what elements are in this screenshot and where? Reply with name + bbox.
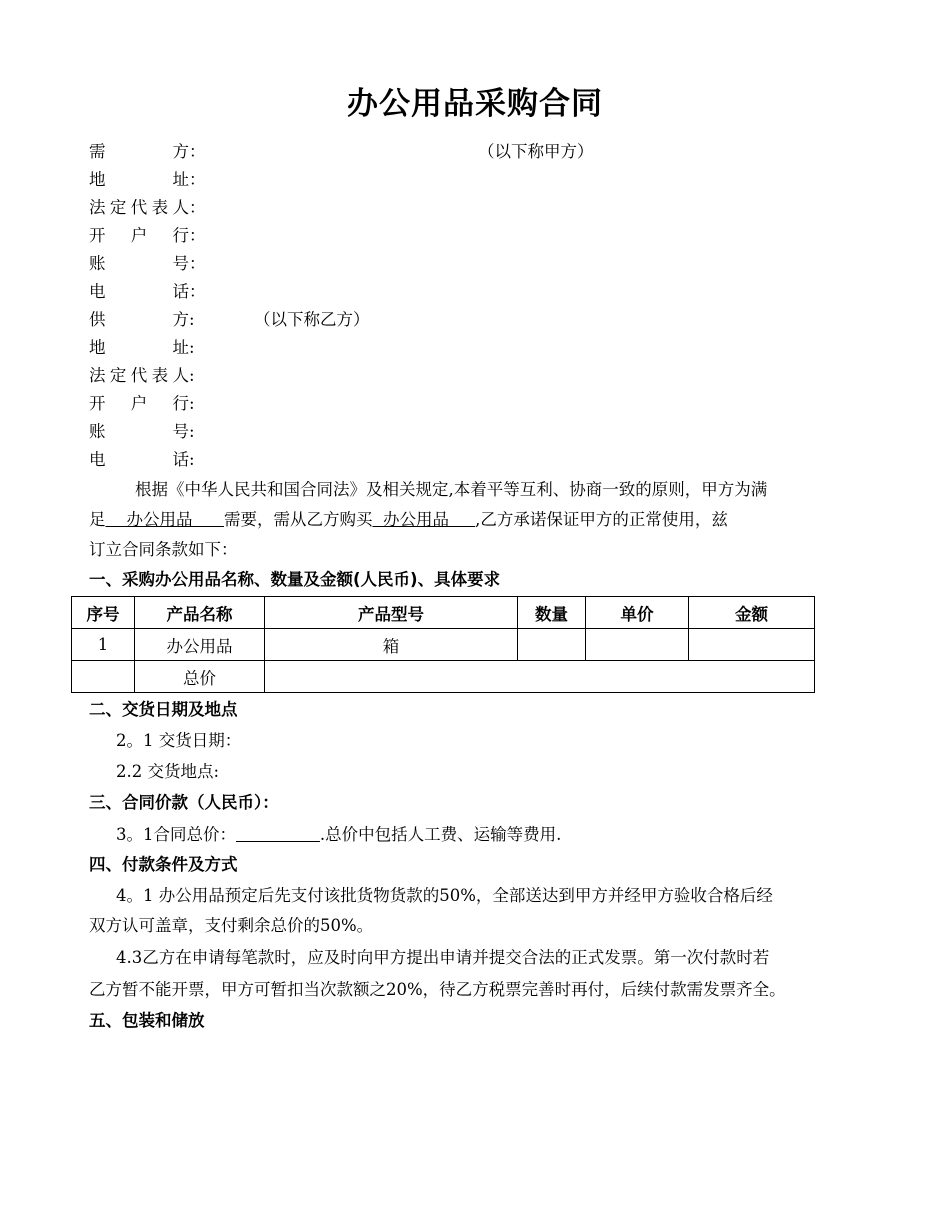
seller-bank-label: 开户行 [89,394,189,413]
payment-clause-1b: 双方认可盖章，支付剩余总价的50%。 [89,916,374,935]
seller-alias: （以下称乙方） [254,310,370,329]
total-price-label: 3。1合同总价： [116,825,236,844]
intro-text-c: ,乙方承诺保证甲方的正常使用，兹 [475,510,728,529]
buyer-bank-label: 开户行 [89,226,189,245]
col-header-qty: 数量 [518,597,586,629]
section-5-heading: 五、包装和储放 [89,1011,205,1030]
table-row [72,629,815,661]
cell-name: 办公用品 [135,629,265,661]
delivery-date-label: 2。1 交货日期： [116,731,242,750]
total-price-note: .总价中包括人工费、运输等费用. [319,825,562,844]
total-price-fill [236,825,320,844]
buyer-address-label: 地址 [89,170,189,189]
seller-phone-label: 电话 [89,450,189,469]
payment-clause-2b: 乙方暂不能开票，甲方可暂扣当次款额之20%，待乙方税票完善时再付，后续付款需发票齐全。 [89,980,786,999]
cell-total-value [265,661,815,693]
buyer-rep-label: 法定代表人 [89,198,189,217]
payment-clause-1a: 4。1 办公用品预定后先支付该批货物货款的50%，全部送达到甲方并经甲方验收合格后经 [116,886,773,905]
buyer-account-row: 账号： [89,250,206,278]
cell-price [586,629,689,661]
col-header-no: 序号 [72,597,135,629]
intro-line-1: 根据《中华人民共和国合同法》及相关规定,本着平等互利、协商一致的原则，甲方为满 [135,480,768,499]
buyer-address-row: 地址： [89,166,206,194]
cell-model: 箱 [265,629,518,661]
seller-rep-row: 法定代表人: [89,362,195,390]
section-3-heading: 三、合同价款（人民币）： [89,793,279,812]
buyer-account-label: 账号 [89,254,189,273]
buyer-bank-row: 开户行： [89,222,206,250]
cell-qty [518,629,586,661]
buyer-phone-label: 电话 [89,282,189,301]
cell-total-blank [72,661,135,693]
col-header-model: 产品型号 [265,597,518,629]
seller-name-row: 供方: [89,306,195,334]
seller-rep-label: 法定代表人 [89,366,189,385]
seller-account-label: 账号 [89,422,189,441]
col-header-amount: 金额 [689,597,815,629]
delivery-location-label: 2.2 交货地点: [116,762,220,781]
buyer-phone-row: 电话： [89,278,206,306]
seller-phone-row: 电话: [89,446,195,474]
buyer-rep-row: 法定代表人： [89,194,206,222]
cell-amount [689,629,815,661]
table-header-row [72,597,815,629]
buyer-name-row: 需方： [89,138,206,166]
intro-text-a: 足 [89,510,106,529]
items-table [71,596,815,693]
col-header-price: 单价 [586,597,689,629]
total-price-line [116,821,561,849]
cell-total-label: 总价 [135,661,265,693]
section-4-heading: 四、付款条件及方式 [89,855,238,874]
document-title: 办公用品采购合同 [347,86,603,122]
payment-clause-2a: 4.3乙方在申请每笔款时，应及时向甲方提出申请并提交合法的正式发票。第一次付款时若 [116,948,770,967]
seller-bank-row: 开户行: [89,390,195,418]
intro-fill-1: 办公用品 [105,510,224,529]
seller-address-row: 地址: [89,334,195,362]
buyer-alias: （以下称甲方） [478,142,594,161]
seller-name-label: 供方 [89,310,189,329]
buyer-name-label: 需方 [89,142,189,161]
table-total-row [72,661,815,693]
section-2-heading: 二、交货日期及地点 [89,700,238,719]
col-header-name: 产品名称 [135,597,265,629]
seller-address-label: 地址 [89,338,189,357]
intro-text-b: 需要，需从乙方购买 [223,510,373,529]
intro-fill-2: 办公用品 [372,510,476,529]
cell-no: 1 [72,629,135,661]
intro-line-3: 订立合同条款如下： [89,540,238,559]
section-1-heading: 一、采购办公用品名称、数量及金额(人民币)、具体要求 [89,570,501,589]
intro-line-2 [89,506,728,534]
seller-account-row: 账号: [89,418,195,446]
